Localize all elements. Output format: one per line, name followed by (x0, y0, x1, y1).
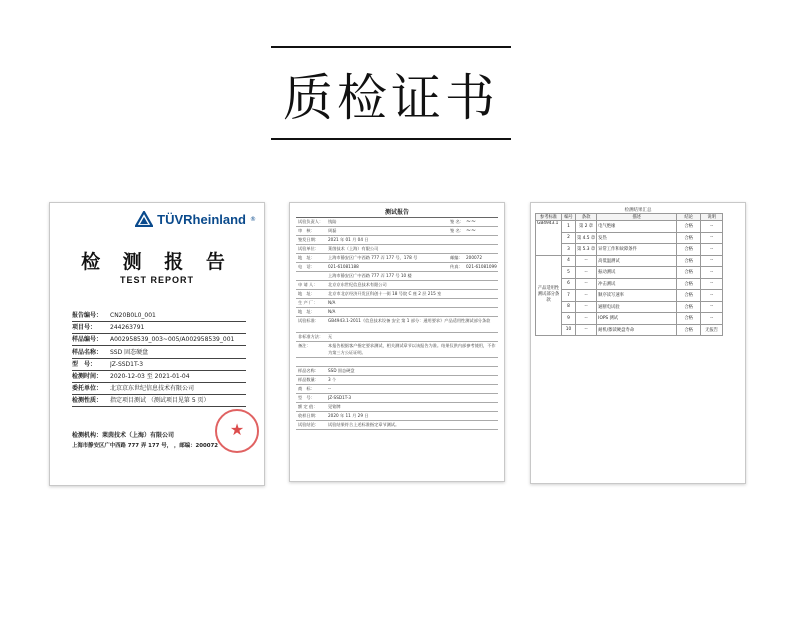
cell-desc: 电气绝缘 (597, 221, 677, 233)
field-value: 钱陆 (328, 219, 337, 224)
cell-desc: 耐机/擦读硬盘寿命 (597, 324, 677, 336)
cell-desc: 发热 (597, 232, 677, 244)
field-label: 试验结论： (298, 422, 319, 427)
table-row (296, 245, 498, 254)
field-value: N/A (328, 300, 336, 305)
field-label: 试验标准： (298, 318, 319, 323)
field-label: 传真： (450, 264, 463, 269)
cell-desc: IOPS 测试 (597, 313, 677, 325)
field-value: 本报告根据客户指定要求测试，相关测试章节以该报告为准。结果仅供内部参考使用，不作为第三方公证证明。 (328, 343, 496, 355)
cell-note: -- (701, 313, 723, 325)
cell-clause: 第 4.5 章 (576, 232, 597, 244)
test-report-page (289, 202, 505, 482)
cell-clause: 第 5.3 章 (576, 244, 597, 256)
results-summary-page (530, 202, 746, 484)
table-row (296, 236, 498, 245)
field-value: 上海市静安区广中西路 777 弄 177 号，178 号 (328, 255, 418, 260)
cell-note: -- (701, 221, 723, 233)
table-row (296, 299, 498, 308)
cell-desc: 振动测试 (597, 267, 677, 279)
field-label: 额 定 值： (298, 404, 318, 409)
table-row (296, 308, 498, 317)
organization-address: 上海市静安区广中西路 777 弄 177 号， ，邮编：200072 (72, 443, 219, 449)
cell-clause: -- (576, 255, 597, 267)
cell-no: 6 (562, 278, 576, 290)
table-row (296, 333, 498, 342)
group-label-cell: 产品适用性测试部分条款 (536, 255, 562, 336)
cell-desc: 通断电试验 (597, 301, 677, 313)
cell-result: 合格 (677, 244, 701, 256)
info-row: 报告编号： CN20B0L0_001 (72, 311, 246, 322)
cell-result: 合格 (677, 324, 701, 336)
table-row (296, 290, 498, 299)
star-icon: ★ (229, 420, 245, 439)
cell-desc: 顺序读写速率 (597, 290, 677, 302)
cell-no: 9 (562, 313, 576, 325)
table-row (296, 218, 498, 227)
field-label: 地 址： (298, 309, 315, 314)
cell-result: 合格 (677, 278, 701, 290)
table-row (536, 313, 723, 325)
field-value: JZ-SSD1T-3 (328, 395, 352, 400)
field-label: 备注： (298, 343, 311, 348)
table-row (296, 317, 498, 333)
field-label: 非标准方法： (298, 334, 324, 339)
cell-note: -- (701, 301, 723, 313)
cell-no: 8 (562, 301, 576, 313)
field-value: 2020 年 11 月 29 日 (328, 413, 369, 418)
company-seal-stamp (215, 409, 259, 453)
field-value: 021-61081099 (466, 264, 497, 269)
cell-result: 合格 (677, 255, 701, 267)
field-label (296, 358, 328, 366)
cell-note: -- (701, 267, 723, 279)
cell-note: -- (701, 290, 723, 302)
field-value: 3 个 (328, 377, 337, 382)
info-row: 检测性质： 指定项目测试 （测试项目见第 5 页） (72, 396, 246, 407)
field-value: GB4943.1-2011《信息技术设备 安全 第 1 部分：通用要求》产品适用性测试部分条款 (328, 318, 491, 323)
field-value: SSD 固态硬盘 (328, 368, 355, 373)
table-row (296, 263, 498, 272)
field-value: 2021 年 01 月 04 日 (328, 237, 369, 242)
table-row (536, 232, 723, 244)
field-label: 签 名： (450, 228, 464, 233)
test-report-table (296, 217, 498, 430)
cell-no: 3 (562, 244, 576, 256)
table-row (536, 255, 723, 267)
table-row (296, 367, 498, 376)
title-bottom-rule (271, 138, 511, 140)
results-table (535, 213, 723, 336)
cell-result: 合格 (677, 301, 701, 313)
cell-no: 1 (562, 221, 576, 233)
cell-clause: -- (576, 278, 597, 290)
field-label: 试验负责人： (298, 219, 324, 224)
info-row: 检测时间： 2020-12-03 至 2021-01-04 (72, 372, 246, 383)
column-header: 结论 (677, 214, 701, 221)
cell-no: 4 (562, 255, 576, 267)
field-value: N/A (328, 309, 336, 314)
field-label: 电 话： (298, 264, 315, 269)
tuv-registered-mark: ® (250, 215, 256, 223)
tuv-report-cover (49, 202, 265, 486)
title-top-rule (271, 46, 511, 48)
table-row (296, 421, 498, 430)
table-row (536, 221, 723, 233)
cell-desc: 冲击测试 (597, 278, 677, 290)
tuv-brand-text: TÜVRheinland (157, 211, 246, 227)
cell-no: 5 (562, 267, 576, 279)
cell-result: 合格 (677, 221, 701, 233)
cell-desc: 高低温测试 (597, 255, 677, 267)
tuv-logo (135, 211, 256, 227)
cell-note: -- (701, 278, 723, 290)
cell-result: 合格 (677, 232, 701, 244)
column-header: 描述 (597, 214, 677, 221)
info-row: 样品编号： A002958539_003~005/A002958539_001 (72, 335, 246, 346)
field-label (296, 272, 328, 280)
table-row (296, 376, 498, 385)
cell-no: 10 (562, 324, 576, 336)
info-row: 项目号： 244263791 (72, 323, 246, 334)
field-label: 样品数量： (298, 377, 319, 382)
field-value: 莱茵技术（上海）有限公司 (328, 246, 379, 251)
cell-note: 无报告 (701, 324, 723, 336)
info-row: 委托单位： 北京京东世纪信息技术有限公司 (72, 384, 246, 395)
field-value: 北京市北京经济开发区科创十一街 18 号院 C 座 2 层 215 室 (328, 291, 442, 296)
field-label: 签发日期： (298, 237, 319, 242)
testing-organization: 检测机构：莱茵技术（上海）有限公司 (72, 432, 175, 439)
table-row (296, 342, 498, 358)
results-heading: 检测结果汇总 (624, 208, 652, 213)
cell-note: -- (701, 255, 723, 267)
field-value (328, 358, 498, 366)
info-row: 型 号： JZ-SSD1T-3 (72, 360, 246, 371)
field-label: 地 址： (298, 255, 315, 260)
column-header: 编号 (562, 214, 576, 221)
field-value: 周磊 (328, 228, 337, 233)
table-row (296, 227, 498, 236)
cell-no: 7 (562, 290, 576, 302)
field-label: 签 名： (450, 219, 464, 224)
report-subheading: TEST REPORT (119, 275, 194, 285)
cell-result: 合格 (677, 267, 701, 279)
field-label: 收样日期： (298, 413, 319, 418)
table-row (296, 403, 498, 412)
field-label: 申 请 人： (298, 282, 318, 287)
table-row (296, 358, 498, 367)
table-row (296, 281, 498, 290)
standard-cell: GB4943.1 (536, 221, 562, 256)
column-header: 条款 (576, 214, 597, 221)
signature: ~~ (466, 227, 477, 234)
field-value: 021-61081188 (328, 264, 359, 269)
field-value: 200072 (466, 255, 482, 260)
table-row (536, 244, 723, 256)
field-label: 商 标： (298, 386, 315, 391)
page-title: 质检证书 (283, 69, 499, 127)
cell-clause: 第 2 章 (576, 221, 597, 233)
field-label: 型 号： (298, 395, 315, 400)
cell-desc: 异常工作和故障条件 (597, 244, 677, 256)
cell-result: 合格 (677, 290, 701, 302)
table-row (536, 278, 723, 290)
field-label: 邮编： (450, 255, 463, 260)
results-header-row (536, 214, 723, 221)
table-row (296, 385, 498, 394)
cell-clause: -- (576, 267, 597, 279)
cell-result: 合格 (677, 313, 701, 325)
field-label: 审 核： (298, 228, 315, 233)
table-row (296, 394, 498, 403)
table-row (296, 272, 498, 281)
test-report-heading: 测试报告 (384, 209, 409, 216)
info-row: 样品名称： SSD 固态硬盘 (72, 348, 246, 359)
field-value: 见铭牌 (328, 404, 341, 409)
table-row (536, 267, 723, 279)
table-row (296, 412, 498, 421)
cell-note: -- (701, 244, 723, 256)
tuv-triangle-icon (135, 211, 153, 227)
report-info-rows (72, 311, 246, 409)
field-value: 北京京东世纪信息技术有限公司 (328, 282, 387, 287)
report-heading: 检 测 报 告 (81, 251, 233, 273)
field-value: 试验结果符合上述标准指定章节测试。 (328, 422, 400, 427)
cell-clause: -- (576, 301, 597, 313)
field-label: 生 产 厂： (298, 300, 318, 305)
cell-clause: -- (576, 324, 597, 336)
field-label: 地 址： (298, 291, 315, 296)
table-row (536, 290, 723, 302)
field-value: -- (328, 386, 332, 391)
field-label: 样品名称： (298, 368, 319, 373)
table-row (296, 254, 498, 263)
field-value: 无 (328, 334, 333, 339)
cell-clause: -- (576, 290, 597, 302)
table-row (536, 324, 723, 336)
column-header: 说明 (701, 214, 723, 221)
signature: ~~ (466, 218, 477, 225)
field-value: 上海市静安区广中西路 777 弄 177 号 10 楼 (328, 273, 412, 278)
table-row (536, 301, 723, 313)
cell-clause: -- (576, 313, 597, 325)
field-label: 试验单位： (298, 246, 319, 251)
cell-note: -- (701, 232, 723, 244)
cell-no: 2 (562, 232, 576, 244)
column-header: 参考标准 (536, 214, 562, 221)
